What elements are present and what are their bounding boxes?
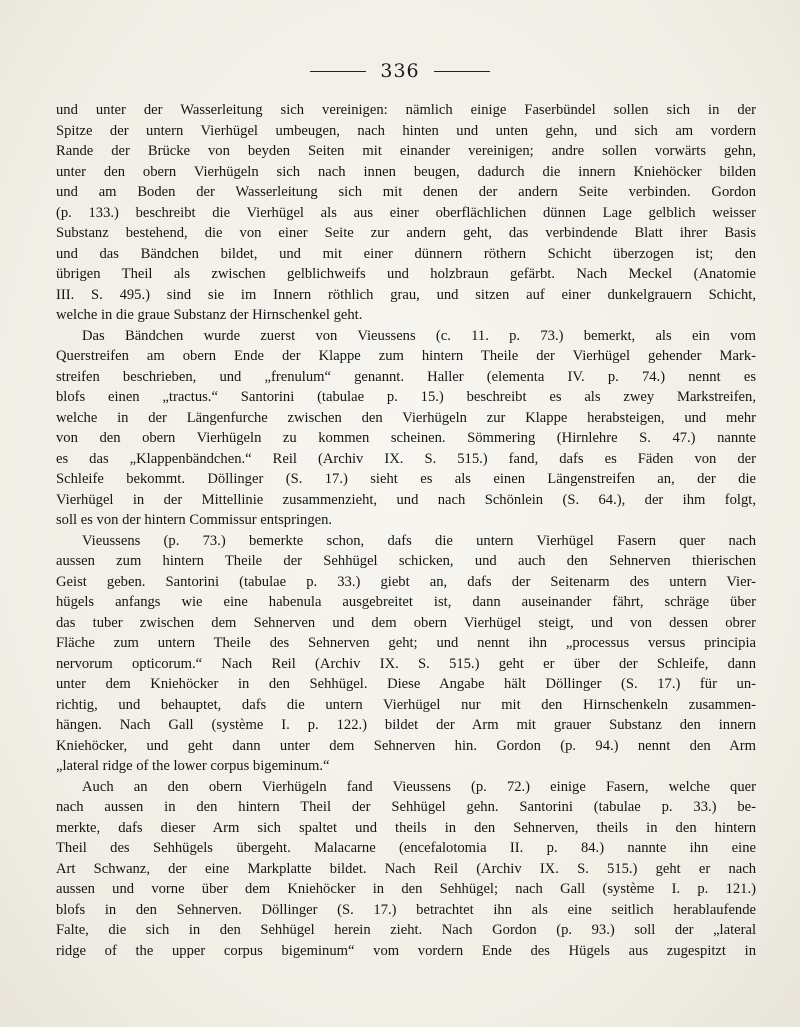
text-line: hügels anfangs wie eine habenula ausgebreitet ist, dann auseinander fährt, schräge über (56, 594, 756, 610)
text-line: (p. 133.) beschreibt die Vierhügel als aus einer oberflächlichen dünnen Lage gelblich weisser (56, 204, 756, 221)
text-line: Fläche zum untern Theile des Sehnerven geht; und nennt ihn „processus versus principia (56, 635, 756, 651)
text-line: blofs einen „tractus.“ Santorini (tabulae p. 15.) beschreibt es als zwey Markstreifen, (56, 389, 756, 405)
text-line: es das „Klappenbändchen.“ Reil (Archiv IX. S. 515.) fand, dafs es Fäden von der (56, 450, 756, 467)
paragraph-4 (56, 777, 756, 962)
text-line: hängen. Nach Gall (système I. p. 122.) bildet der Arm mit grauer Substanz den innern (56, 717, 756, 733)
text-line: „lateral ridge of the lower corpus bigeminum.“ (56, 758, 330, 774)
text-line: Rande der Brücke von beyden Seiten mit einander vereinigen; andre sollen vorwärts gehn, (56, 143, 756, 159)
text-line: Art Schwanz, der eine Markplatte bildet. Nach Reil (Archiv IX. S. 515.) geht er nach (56, 860, 756, 877)
page-number: 336 (380, 60, 420, 82)
text-line: unter den obern Vierhügeln sich nach innen beugen, dadurch die innern Kniehöcker bilden (56, 163, 756, 180)
text-line: das tuber zwischen dem Sehnerven und dem obern Vierhügel steigt, und von dessen obrer (56, 614, 756, 631)
text-line: III. S. 495.) sind sie im Innern röthlich grau, und sitzen auf einer dunkelgrauern Schicht, (56, 286, 756, 303)
text-line: welche in der Längenfurche zwischen den Vierhügeln zur Klappe herabsteigen, und mehr (56, 409, 756, 426)
text-line: und am Boden der Wasserleitung sich mit denen der andern Seite verbinden. Gordon (56, 184, 756, 200)
text-line: merkte, dafs dieser Arm sich spaltet und theils in den Sehnerven, theils in den hintern (56, 819, 756, 836)
text-line: Querstreifen am obern Ende der Klappe zum hintern Theile der Vierhügel gehender Mark- (56, 348, 756, 364)
text-line: Auch an den obern Vierhügeln fand Vieussens (p. 72.) einige Fasern, welche quer (82, 778, 756, 795)
text-line: übrigen Theil als zwischen gelblichweifs und holzbraun gefärbt. Nach Meckel (Anatomie (56, 266, 756, 282)
text-line: richtig, und behauptet, dafs die untern Vierhügel nur mit den Hirnschenkeln zusammen- (56, 696, 756, 713)
text-line: Theil des Sehhügels übergeht. Malacarne (encefalotomia II. p. 84.) nannte ihn eine (56, 840, 756, 856)
text-line: streifen beschrieben, und „frenulum“ genannt. Haller (elementa IV. p. 74.) nennt es (56, 368, 756, 385)
text-line: ridge of the upper corpus bigeminum“ vom vordern Ende des Hügels aus zugespitzt in (56, 942, 756, 959)
text-line: Vieussens (p. 73.) bemerkte schon, dafs die untern Vierhügel Fasern quer nach (82, 532, 756, 549)
paragraph-3 (56, 531, 756, 777)
body-text (56, 100, 756, 961)
header-rule-left (310, 71, 366, 72)
text-line: nach aussen in den hintern Theil der Sehhügel gehn. Santorini (tabulae p. 33.) be- (56, 799, 756, 815)
paragraph-1 (56, 100, 756, 326)
text-line: und das Bändchen bildet, und mit einer dünnern röthern Schicht überzogen ist; den (56, 245, 756, 262)
text-line: von den obern Vierhügeln zu kommen scheinen. Sömmering (Hirnlehre S. 47.) nannte (56, 430, 756, 446)
text-line: nervorum opticorum.“ Nach Reil (Archiv IX. S. 515.) geht er über der Schleife, dann (56, 655, 756, 672)
text-line: Falte, die sich in den Sehhügel herein zieht. Nach Gordon (p. 93.) soll der „lateral (56, 922, 756, 938)
text-line: Spitze der untern Vierhügel umbeugen, nach hinten und unten gehn, und sich am vordern (56, 122, 756, 139)
text-line: Das Bändchen wurde zuerst von Vieussens (c. 11. p. 73.) bemerkt, als ein vom (82, 327, 756, 344)
text-line: unter dem Kniehöcker in den Sehhügel. Diese Angabe hält Döllinger (S. 17.) für un- (56, 676, 756, 692)
text-line: soll es von der hintern Commissur entspringen. (56, 512, 333, 528)
text-line: und unter der Wasserleitung sich vereinigen: nämlich einige Faserbündel sollen sich in der (56, 102, 756, 118)
paragraph-2 (56, 326, 756, 531)
text-line: Vierhügel in der Mittellinie zusammenzieht, und nach Schönlein (S. 64.), der ihm folgt, (56, 491, 756, 508)
text-line: Kniehöcker, und geht dann unter dem Sehnerven hin. Gordon (p. 94.) nennt den Arm (56, 737, 756, 754)
text-line: aussen und vorne über dem Kniehöcker in den Sehhügel; nach Gall (système I. p. 121.) (56, 881, 756, 897)
text-line: Geist geben. Santorini (tabulae p. 33.) giebt an, dafs der Seitenarm des untern Vier- (56, 573, 756, 590)
text-line: welche in die graue Substanz der Hirnschenkel geht. (56, 307, 363, 323)
header-rule-right (434, 71, 490, 72)
text-line: blofs in den Sehnerven. Döllinger (S. 17.) betrachtet ihn als eine seitlich herablaufende (56, 901, 756, 918)
page-header (0, 60, 800, 82)
text-line: Schleife bekommt. Döllinger (S. 17.) sieht es als einen Längenstreifen an, der die (56, 471, 756, 487)
text-line: aussen zum hintern Theile der Sehhügel schicken, und auch den Sehnerven thierischen (56, 553, 756, 569)
text-line: Substanz bestehend, die von einer Seite zur andern geht, das verbindende Blatt ihrer Basis (56, 225, 756, 241)
